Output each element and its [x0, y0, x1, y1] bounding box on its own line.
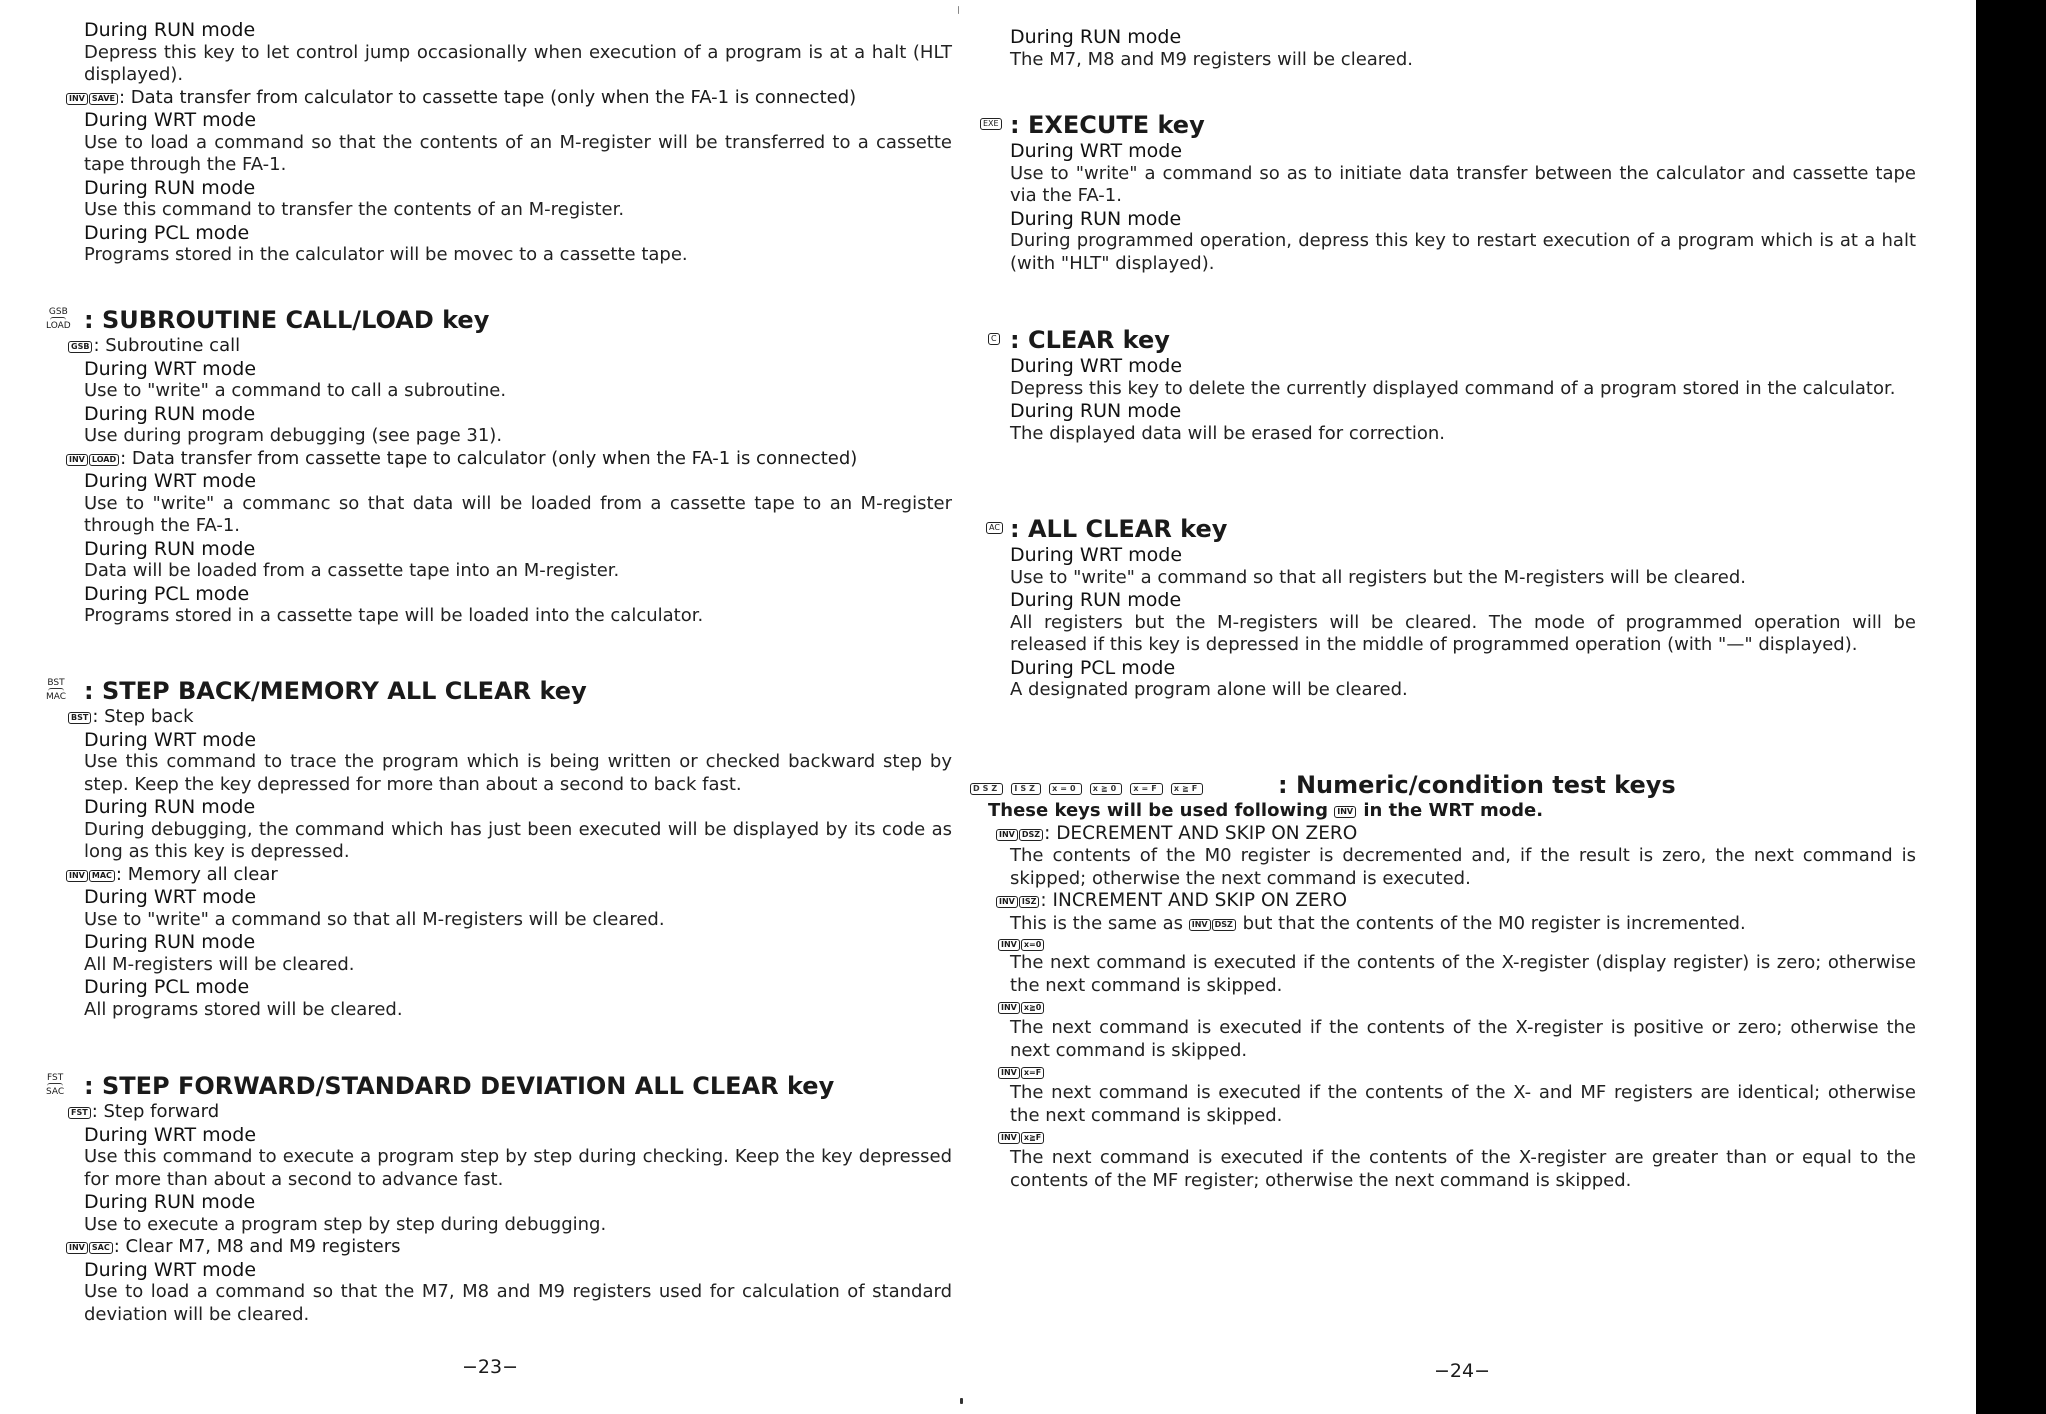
- inv-load-entry: INV LOAD : Data transfer from cassette tape to calculator (only when the FA-1 is connected): [66, 448, 952, 471]
- wrt-mode-heading: During WRT mode: [84, 886, 257, 908]
- wrt-mode-heading: During WRT mode: [84, 1123, 257, 1146]
- inv-key-icon: INV: [66, 454, 88, 466]
- run-mode-heading: During RUN mode: [84, 19, 256, 41]
- inv-key-icon: INV: [66, 93, 88, 105]
- wrt-mode-heading: During WRT mode: [1010, 355, 1183, 377]
- pcl-mode-heading: During PCL mode: [1010, 656, 1176, 679]
- section-title: EXE : EXECUTE key: [1010, 110, 1916, 140]
- x-ge-f-key-icon: x≧F: [1021, 1132, 1044, 1144]
- x-ge-f-key-icon: x≧F: [1171, 783, 1203, 795]
- wrt-mode-text: Use to load a command so that the M7, M8 and M9 registers used for calculation of standard deviation will be cleared.: [84, 1281, 952, 1325]
- wrt-mode-heading: During WRT mode: [84, 728, 257, 751]
- dsz-entry: INV DSZ : DECREMENT AND SKIP ON ZERO: [996, 823, 1916, 846]
- bst-key-icon: BST: [68, 712, 91, 724]
- save-key-icon: SAVE: [89, 93, 118, 105]
- run-mode-text: Use this command to transfer the contents of an M-register.: [84, 199, 625, 220]
- pcl-mode-heading: During PCL mode: [84, 221, 250, 244]
- x-eq-f-entry: [998, 1062, 1916, 1082]
- run-mode-heading: During RUN mode: [1010, 26, 1182, 48]
- isz-entry: INV ISZ : INCREMENT AND SKIP ON ZERO: [996, 890, 1916, 913]
- run-mode-heading: During RUN mode: [1010, 207, 1182, 230]
- section-title: FST SAC : STEP FORWARD/STANDARD DEVIATION ALL CLEAR key: [46, 1072, 835, 1100]
- section-numeric-condition-test: [973, 770, 1916, 1192]
- pcl-mode-text: All programs stored will be cleared.: [84, 998, 403, 1020]
- wrt-mode-text: Use to "write" a command so that all M-registers will be cleared.: [84, 908, 665, 930]
- run-mode-text: Use during program debugging (see page 31).: [84, 425, 503, 446]
- bst-mac-key-icon: BST MAC: [46, 678, 67, 702]
- section-clear: [991, 325, 1916, 445]
- fst-sac-key-icon: FST SAC: [46, 1073, 65, 1097]
- isz-key-icon: ISZ: [1011, 783, 1041, 795]
- step-back-entry: BST : Step back: [68, 706, 952, 729]
- section-title: AC : ALL CLEAR key: [1010, 514, 1916, 544]
- run-mode-heading: During RUN mode: [84, 402, 256, 425]
- x-eq-0-text: The next command is executed if the contents of the X-register (display register) is zero; otherwise the next command is skipped.: [1010, 952, 1916, 996]
- wrt-mode-text: Depress this key to delete the currently displayed command of a program stored in the calculator.: [1010, 377, 1896, 399]
- inv-key-icon: INV: [998, 1132, 1020, 1144]
- page-number: −23−: [462, 1356, 519, 1378]
- section-title: BST MAC : STEP BACK/MEMORY ALL CLEAR key: [46, 677, 587, 705]
- x-ge-0-entry: [998, 997, 1916, 1017]
- x-eq-f-key-icon: x=F: [1021, 1067, 1044, 1079]
- gsb-key-icon: GSB: [68, 341, 92, 353]
- x-eq-0-key-icon: x=0: [1021, 939, 1044, 951]
- wrt-mode-text: Use this command to trace the program which is being written or checked backward step by step. Keep the key depressed for more than about a second to back fast.: [84, 751, 952, 795]
- section-title: DSZ ISZ x=0 x≧0 x=F x≧F : Numeric/condition test keys: [1010, 770, 1916, 800]
- wrt-mode-heading: During WRT mode: [84, 109, 257, 131]
- wrt-mode-text: Use to "write" a command so as to initiate data transfer between the calculator and cassette tape via the FA-1.: [1010, 162, 1916, 206]
- inv-key-icon: INV: [66, 870, 88, 882]
- inv-key-icon: INV: [996, 896, 1018, 908]
- run-mode-heading: During RUN mode: [84, 176, 256, 199]
- pcl-mode-heading: During PCL mode: [84, 582, 250, 605]
- x-eq-0-key-icon: x=0: [1049, 783, 1081, 795]
- wrt-mode-text: Use to "write" a command to call a subroutine.: [84, 380, 507, 401]
- run-mode-text: During debugging, the command which has just been executed will be displayed by its code as long as this key is depressed.: [84, 818, 952, 862]
- x-ge-0-text: The next command is executed if the contents of the X-register is positive or zero; otherwise the next command is skipped.: [1010, 1017, 1916, 1061]
- section-title: GSB LOAD : SUBROUTINE CALL/LOAD key: [46, 306, 490, 334]
- sac-key-icon: SAC: [89, 1242, 113, 1254]
- section-title: C : CLEAR key: [1010, 325, 1916, 355]
- pcl-mode-text: Programs stored in the calculator will be movec to a cassette tape.: [84, 244, 688, 265]
- section-inv-save: [69, 19, 952, 267]
- ac-key-icon: AC: [986, 522, 1003, 534]
- wrt-mode-text: Use this command to execute a program step by step during checking. Keep the key depressed for more than about a second to advance fast.: [84, 1146, 952, 1190]
- run-mode-text: Depress this key to let control jump occasionally when execution of a program is at a halt (HLT displayed).: [84, 41, 952, 85]
- page-number: −24−: [1434, 1360, 1491, 1382]
- test-keys-intro: These keys will be used following INV in the WRT mode.: [988, 800, 1544, 821]
- inv-key-icon: INV: [998, 1067, 1020, 1079]
- load-key-icon: LOAD: [89, 454, 119, 466]
- run-mode-heading: During RUN mode: [84, 1191, 256, 1213]
- isz-key-icon: ISZ: [1019, 896, 1040, 908]
- wrt-mode-text: Use to load a command so that the contents of an M-register will be transferred to a cassette tape through the FA-1.: [84, 131, 952, 175]
- x-ge-f-entry: [998, 1127, 1916, 1147]
- pcl-mode-text: A designated program alone will be cleared.: [1010, 679, 1408, 700]
- gsb-load-key-icon: GSB LOAD: [46, 307, 71, 331]
- subroutine-call-entry: GSB : Subroutine call: [68, 335, 952, 358]
- run-mode-heading: During RUN mode: [84, 537, 256, 560]
- section-execute: [983, 110, 1916, 275]
- run-mode-text: The M7, M8 and M9 registers will be cleared.: [1010, 48, 1414, 70]
- dsz-key-icon: DSZ: [1019, 829, 1043, 841]
- isz-text: This is the same as INV DSZ but that the contents of the M0 register is incremented.: [1010, 912, 1746, 934]
- wrt-mode-text: Use to "write" a commanc so that data will be loaded from a cassette tape to an M-register through the FA-1.: [84, 492, 952, 536]
- section-sac-run-continued: [1010, 26, 1916, 71]
- scan-speck: [960, 1398, 963, 1404]
- dsz-text: The contents of the M0 register is decremented and, if the result is zero, the next command is skipped; otherwise the next command is executed.: [1010, 845, 1916, 889]
- inv-key-icon: INV: [996, 829, 1018, 841]
- dsz-key-icon: DSZ: [1212, 919, 1236, 931]
- x-ge-f-text: The next command is executed if the contents of the X-register are greater than or equal to the contents of the MF register; otherwise the next command is skipped.: [1010, 1147, 1916, 1191]
- inv-key-icon: INV: [1189, 919, 1211, 931]
- inv-save-entry: [66, 87, 952, 110]
- run-mode-text: Data will be loaded from a cassette tape into an M-register.: [84, 560, 620, 581]
- wrt-mode-heading: During WRT mode: [84, 357, 257, 380]
- pcl-mode-text: Programs stored in a cassette tape will be loaded into the calculator.: [84, 605, 704, 626]
- run-mode-text: The displayed data will be erased for correction.: [1010, 422, 1446, 444]
- section-all-clear: [989, 514, 1916, 702]
- exe-key-icon: EXE: [980, 118, 1002, 130]
- inv-key-icon: INV: [998, 939, 1020, 951]
- section-step-back-memory-all-clear: [46, 676, 952, 1021]
- section-subroutine-call-load: [46, 305, 952, 628]
- sd-all-clear-entry: INV SAC : Clear M7, M8 and M9 registers: [66, 1236, 952, 1259]
- test-key-icons: [970, 774, 1204, 804]
- inv-save-label: : Data transfer from calculator to cassette tape (only when the FA-1 is connected): [118, 86, 857, 108]
- wrt-mode-text: Use to "write" a command so that all registers but the M-registers will be cleared.: [1010, 566, 1746, 588]
- run-mode-heading: During RUN mode: [84, 796, 256, 818]
- x-ge-0-key-icon: x≧0: [1021, 1002, 1044, 1014]
- dsz-key-icon: DSZ: [970, 783, 1003, 795]
- inv-key-icon: INV: [66, 1242, 88, 1254]
- x-eq-0-entry: [998, 935, 1916, 952]
- run-mode-text: All M-registers will be cleared.: [84, 953, 355, 975]
- scan-edge: [1976, 0, 2046, 1414]
- fst-key-icon: FST: [68, 1107, 91, 1119]
- run-mode-heading: During RUN mode: [1010, 589, 1182, 611]
- wrt-mode-heading: During WRT mode: [1010, 140, 1183, 162]
- step-forward-entry: FST : Step forward: [68, 1101, 952, 1124]
- run-mode-text: All registers but the M-registers will be cleared. The mode of programmed operation will be released if this key is depressed in the middle of programmed operation (with "—" displayed).: [1010, 611, 1916, 655]
- run-mode-text: During programmed operation, depress this key to restart execution of a program which is at a halt (with "HLT" displayed).: [1010, 230, 1916, 274]
- inv-key-icon: INV: [998, 1002, 1020, 1014]
- pcl-mode-heading: During PCL mode: [84, 976, 250, 998]
- x-eq-f-text: The next command is executed if the contents of the X- and MF registers are identical; otherwise the next command is skipped.: [1010, 1082, 1916, 1126]
- wrt-mode-heading: During WRT mode: [84, 1258, 257, 1281]
- inv-key-icon: INV: [1334, 806, 1356, 818]
- run-mode-heading: During RUN mode: [84, 931, 256, 953]
- section-step-forward-sd-all-clear: [46, 1071, 952, 1326]
- x-eq-f-key-icon: x=F: [1130, 783, 1162, 795]
- run-mode-text: Use to execute a program step by step during debugging.: [84, 1213, 607, 1235]
- x-ge-0-key-icon: x≧0: [1090, 783, 1122, 795]
- wrt-mode-heading: During WRT mode: [1010, 544, 1183, 566]
- mac-key-icon: MAC: [89, 870, 115, 882]
- wrt-mode-heading: During WRT mode: [84, 470, 257, 492]
- run-mode-heading: During RUN mode: [1010, 400, 1182, 422]
- scan-speck: [958, 6, 959, 14]
- memory-all-clear-entry: INV MAC : Memory all clear: [66, 864, 952, 887]
- clear-key-icon: C: [988, 333, 1000, 345]
